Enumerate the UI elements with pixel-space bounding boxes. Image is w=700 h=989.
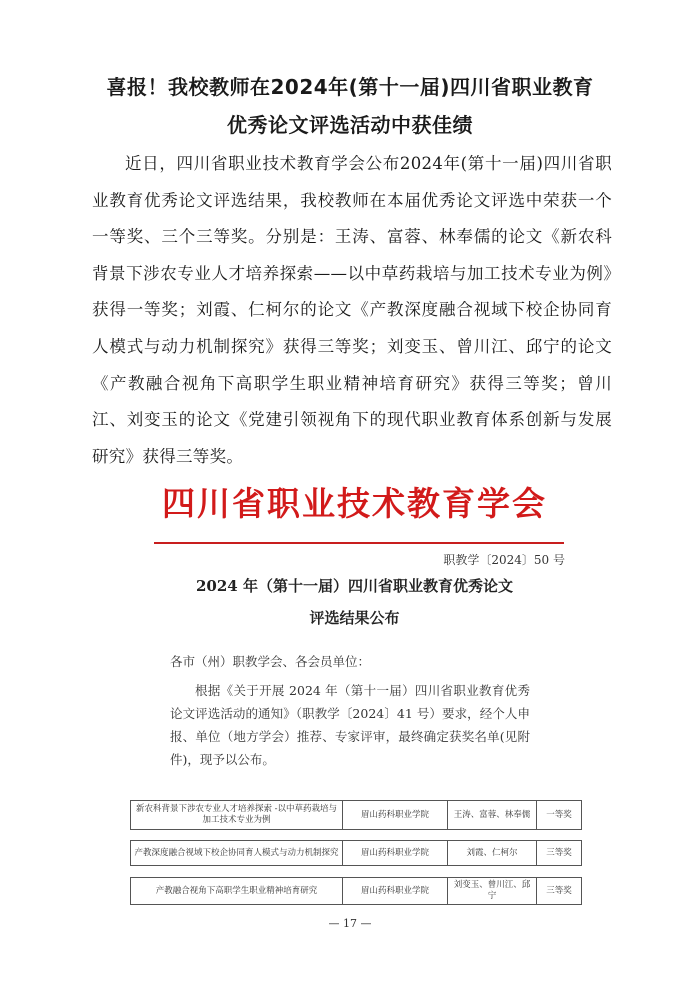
official-notice-image (122, 472, 587, 912)
headline-line-2: 优秀论文评选活动中获佳绩 (227, 113, 473, 137)
award-table-row (130, 840, 582, 866)
document-number: 职教学〔2024〕50 号 (443, 553, 565, 567)
page-number: — 17 — (328, 917, 372, 930)
award-school: 眉山药科职业学院 (343, 841, 448, 866)
article-paragraph: 近日，四川省职业技术教育学会公布2024年(第十一届)四川省职业教育优秀论文评选结果，我校教师在本届优秀论文评选中荣获一个一等奖、三个三等奖。分别是：王涛、富蓉、林奉儒的论文《新农科背景下涉农专业人才培养探索——以中草药栽培与加工技术专业为例》获得一等奖；刘霞、仁柯尔的论文《产教深度融合视域下校企协同育人模式与动力机制探究》获得三等奖；刘变玉、曾川江、邱宁的论文《产教融合视角下高职学生职业精神培育研究》获得三等奖；曾川江、刘变玉的论文《党建引领视角下的现代职业教育体系创新与发展研究》获得三等奖。 (92, 154, 612, 466)
award-paper-title: 产教深度融合视域下校企协同育人模式与动力机制探究 (131, 841, 343, 866)
notice-salutation: 各市（州）职教学会、各会员单位： (170, 654, 371, 669)
award-table-row (130, 877, 582, 905)
notice-title-line-1: 2024 年（第十一届）四川省职业教育优秀论文 (196, 577, 513, 595)
award-school: 眉山药科职业学院 (343, 801, 448, 830)
red-divider-line (154, 542, 564, 544)
headline-line-1: 喜报！我校教师在2024年(第十一届)四川省职业教育 (106, 75, 594, 99)
issuing-organization-name: 四川省职业技术教育学会 (162, 484, 547, 523)
award-prize: 一等奖 (537, 801, 582, 830)
award-paper-title: 新农科背景下涉农专业人才培养探索 -以中草药栽培与加工技术专业为例 (131, 801, 343, 830)
award-table-row (130, 800, 582, 830)
award-school: 眉山药科职业学院 (343, 878, 448, 905)
award-authors: 刘霞、仁柯尔 (448, 841, 537, 866)
award-prize: 三等奖 (537, 878, 582, 905)
award-authors: 刘变玉、曾川江、邱宁 (448, 878, 537, 905)
notice-title-line-2: 评选结果公布 (309, 609, 400, 627)
notice-body: 根据《关于开展 2024 年（第十一届）四川省职业教育优秀论文评选活动的通知》（职教学〔2024〕41 号）要求，经个人申报、单位（地方学会）推荐、专家评审，最终确定获奖名单(见附件)，现予以公布。 (170, 683, 530, 767)
award-authors: 王涛、富蓉、林奉儒 (448, 801, 537, 830)
award-paper-title: 产教融合视角下高职学生职业精神培育研究 (131, 878, 343, 905)
award-prize: 三等奖 (537, 841, 582, 866)
